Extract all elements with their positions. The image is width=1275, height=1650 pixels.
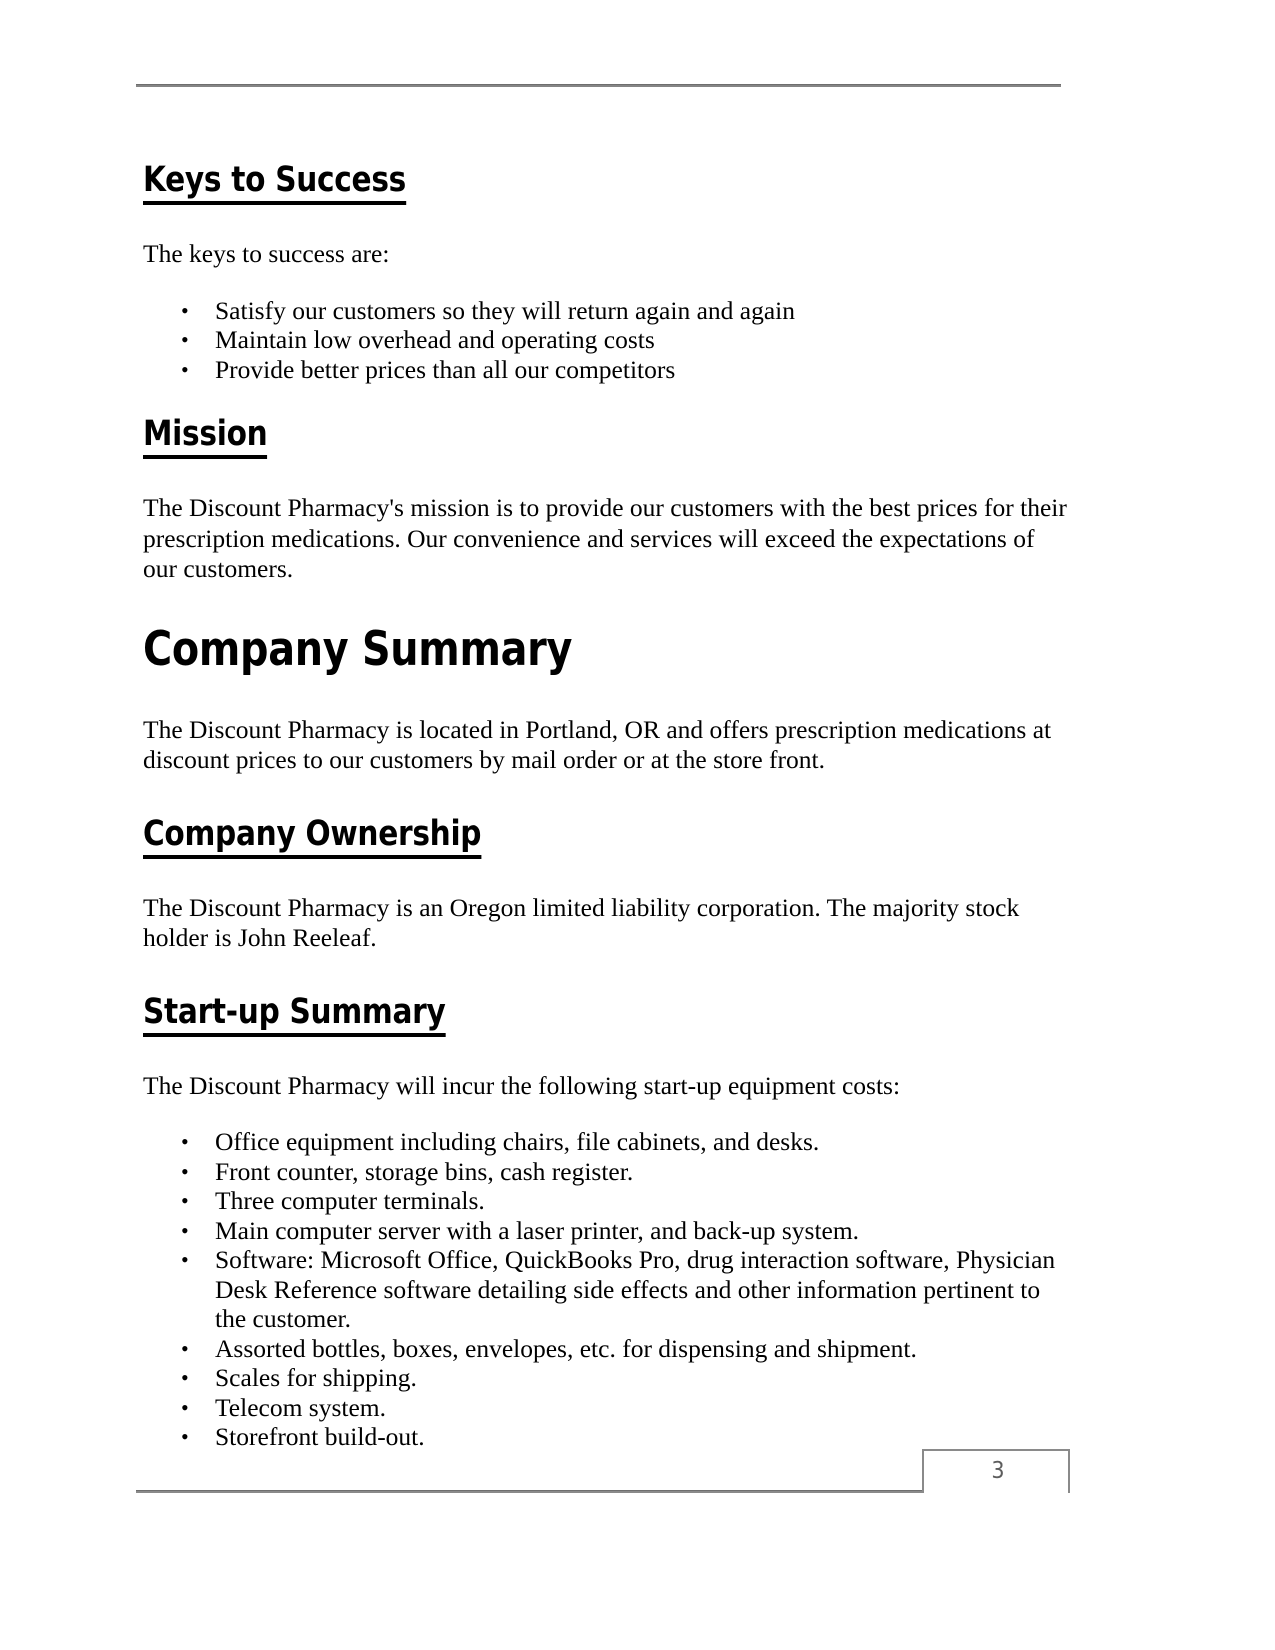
heading-company-summary: Company Summary bbox=[143, 621, 573, 677]
list-item-label: Software: Microsoft Office, QuickBooks Pro, drug interaction software, Physician Desk Reference software detailing side effects and other information pertinent to the customer. bbox=[215, 1245, 1056, 1333]
section-keys-to-success bbox=[143, 160, 1073, 205]
bullet-icon: • bbox=[181, 356, 189, 382]
list-item-label: Satisfy our customers so they will return again and again bbox=[215, 295, 795, 325]
bullet-icon: • bbox=[181, 1365, 189, 1390]
list-item-label: Office equipment including chairs, file cabinets, and desks. bbox=[215, 1127, 820, 1156]
bullet-icon: • bbox=[181, 1394, 189, 1420]
section-company-ownership bbox=[143, 814, 1073, 859]
list-item bbox=[143, 296, 1073, 326]
section-mission bbox=[143, 414, 1073, 459]
bullet-icon: • bbox=[181, 1129, 189, 1154]
list-item bbox=[143, 1334, 1073, 1364]
bullet-icon: • bbox=[181, 297, 189, 323]
paragraph-keys-to-success-intro: The keys to success are: bbox=[143, 239, 390, 268]
document-body bbox=[143, 160, 1073, 1452]
header-horizontal-rule bbox=[136, 84, 1061, 87]
paragraph-company-summary: The Discount Pharmacy is located in Portland, OR and offers prescription medications at discount prices to our customers by mail order or at the store front. bbox=[143, 714, 1052, 774]
list-item-label: Telecom system. bbox=[215, 1392, 387, 1422]
list-item bbox=[143, 1186, 1073, 1216]
bullet-icon: • bbox=[181, 1217, 189, 1243]
page-footer bbox=[136, 1443, 1061, 1503]
list-item bbox=[143, 355, 1073, 385]
list-item bbox=[143, 1363, 1073, 1393]
list-start-up-equipment bbox=[143, 1127, 1073, 1452]
list-item bbox=[143, 325, 1073, 355]
list-item bbox=[143, 1216, 1073, 1246]
page-number: 3 bbox=[991, 1458, 1005, 1484]
list-item bbox=[143, 1157, 1073, 1187]
heading-start-up-summary: Start-up Summary bbox=[143, 992, 445, 1037]
paragraph-start-up-summary-intro: The Discount Pharmacy will incur the following start-up equipment costs: bbox=[143, 1070, 901, 1100]
list-item-label: Storefront build-out. bbox=[215, 1422, 425, 1451]
heading-keys-to-success: Keys to Success bbox=[143, 160, 406, 205]
footer-horizontal-rule bbox=[136, 1490, 926, 1493]
list-item-label: Main computer server with a laser printer, and back-up system. bbox=[215, 1215, 860, 1245]
list-item-label: Three computer terminals. bbox=[215, 1186, 485, 1215]
list-keys-to-success bbox=[143, 296, 1073, 385]
bullet-icon: • bbox=[181, 1424, 189, 1449]
list-item-label: Maintain low overhead and operating costs bbox=[215, 325, 655, 354]
paragraph-mission: The Discount Pharmacy's mission is to provide our customers with the best prices for their prescription medications. Our convenience and services will exceed the expectations of our customers. bbox=[143, 493, 1067, 583]
heading-company-ownership: Company Ownership bbox=[143, 814, 481, 859]
heading-mission: Mission bbox=[143, 414, 267, 459]
list-item bbox=[143, 1393, 1073, 1423]
list-item bbox=[143, 1245, 1073, 1334]
list-item-label: Front counter, storage bins, cash register. bbox=[215, 1156, 634, 1186]
bullet-icon: • bbox=[181, 327, 189, 352]
paragraph-company-ownership: The Discount Pharmacy is an Oregon limited liability corporation. The majority stock holder is John Reeleaf. bbox=[143, 892, 1020, 952]
bullet-icon: • bbox=[181, 1335, 189, 1361]
list-item-label: Provide better prices than all our competitors bbox=[215, 354, 676, 384]
section-company-summary bbox=[143, 623, 1073, 677]
list-item-label: Assorted bottles, boxes, envelopes, etc. for dispensing and shipment. bbox=[215, 1333, 917, 1363]
section-start-up-summary bbox=[143, 992, 1073, 1037]
list-item bbox=[143, 1127, 1073, 1157]
list-item-label: Scales for shipping. bbox=[215, 1363, 417, 1392]
bullet-icon: • bbox=[181, 1247, 189, 1272]
bullet-icon: • bbox=[181, 1158, 189, 1184]
page-number-box bbox=[922, 1449, 1070, 1493]
bullet-icon: • bbox=[181, 1188, 189, 1213]
